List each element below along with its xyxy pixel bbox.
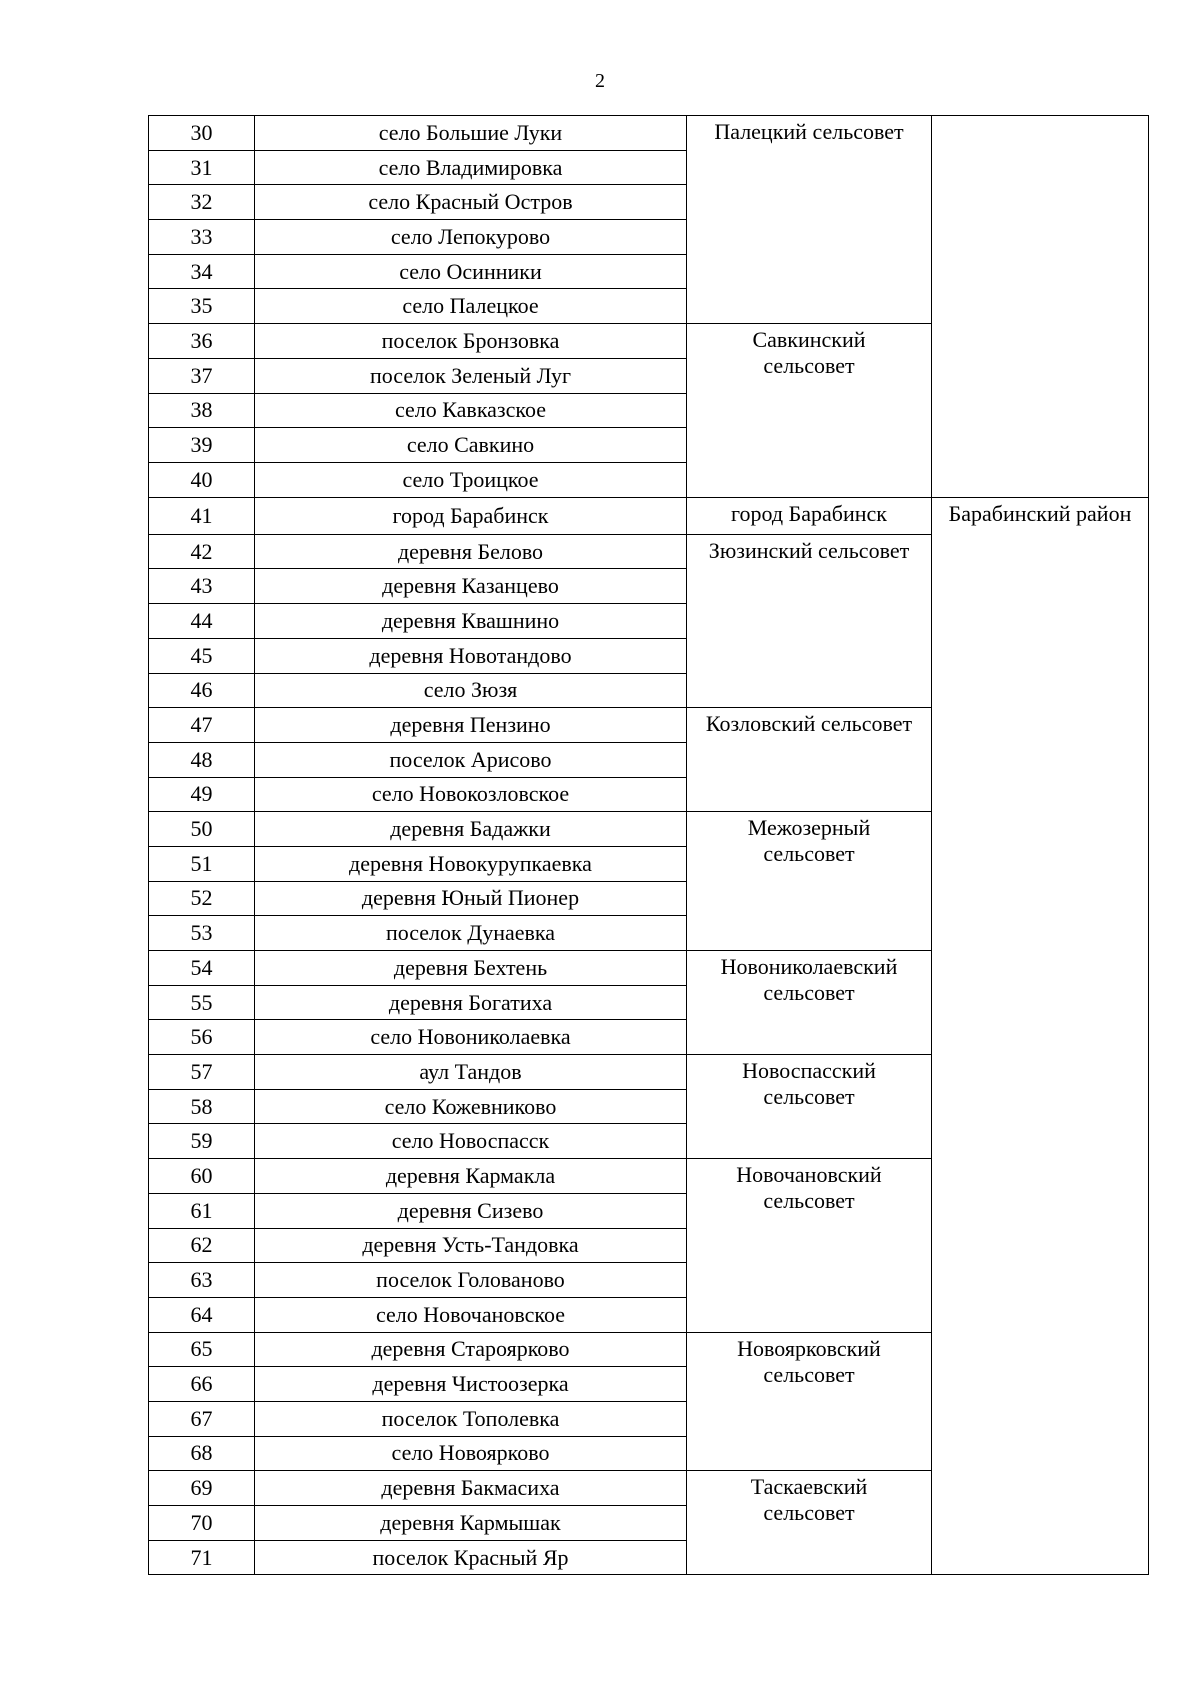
council-name — [687, 324, 932, 497]
district-name — [932, 497, 1149, 1575]
row-number: 32 — [149, 185, 255, 220]
council-name-line1: Новоспасский — [742, 1058, 876, 1084]
row-number: 35 — [149, 289, 255, 324]
council-name-line1: Зюзинский сельсовет — [708, 537, 910, 563]
row-number: 40 — [149, 462, 255, 497]
council-name-line1: Козловский сельсовет — [705, 711, 913, 737]
settlement-name: село Зюзя — [255, 673, 687, 708]
council-name — [687, 1055, 932, 1159]
council-name — [687, 1332, 932, 1471]
settlement-name: село Осинники — [255, 254, 687, 289]
settlement-name: поселок Арисово — [255, 742, 687, 777]
page-number: 2 — [595, 70, 605, 92]
council-name-line1: Таскаевский — [750, 1474, 868, 1500]
council-name-line1: город Барабинск — [731, 500, 887, 526]
settlement-name: село Савкино — [255, 428, 687, 463]
row-number: 60 — [149, 1159, 255, 1194]
council-name — [687, 116, 932, 324]
council-name-line2: сельсовет — [763, 1084, 855, 1110]
row-number: 36 — [149, 324, 255, 359]
row-number: 47 — [149, 708, 255, 743]
settlement-name: деревня Новокурупкаевка — [255, 846, 687, 881]
table-row — [149, 497, 1149, 534]
settlement-name: село Новоярково — [255, 1436, 687, 1471]
district-name — [932, 116, 1149, 498]
row-number: 34 — [149, 254, 255, 289]
settlement-name: деревня Казанцево — [255, 569, 687, 604]
row-number: 68 — [149, 1436, 255, 1471]
settlement-name: деревня Юный Пионер — [255, 881, 687, 916]
table-row — [149, 116, 1149, 151]
row-number: 37 — [149, 358, 255, 393]
row-number: 30 — [149, 116, 255, 151]
settlement-name: поселок Красный Яр — [255, 1540, 687, 1575]
settlement-name: деревня Богатиха — [255, 985, 687, 1020]
council-name-line1: Новоярковский — [737, 1335, 881, 1361]
council-name — [687, 951, 932, 1055]
row-number: 45 — [149, 638, 255, 673]
settlement-name: деревня Пензино — [255, 708, 687, 743]
settlement-name: село Лепокурово — [255, 220, 687, 255]
row-number: 33 — [149, 220, 255, 255]
row-number: 51 — [149, 846, 255, 881]
row-number: 67 — [149, 1401, 255, 1436]
row-number: 43 — [149, 569, 255, 604]
settlement-name: деревня Новотандово — [255, 638, 687, 673]
settlement-name: село Кавказское — [255, 393, 687, 428]
settlement-name: село Владимировка — [255, 150, 687, 185]
council-name-line1: Межозерный — [747, 815, 871, 841]
row-number: 54 — [149, 951, 255, 986]
council-name-line2: сельсовет — [763, 1361, 855, 1387]
settlement-name: село Палецкое — [255, 289, 687, 324]
settlement-name: село Новониколаевка — [255, 1020, 687, 1055]
settlement-name: село Большие Луки — [255, 116, 687, 151]
row-number: 61 — [149, 1193, 255, 1228]
council-name-line1: Новочановский — [736, 1162, 882, 1188]
row-number: 50 — [149, 812, 255, 847]
council-name — [687, 534, 932, 707]
row-number: 31 — [149, 150, 255, 185]
row-number: 70 — [149, 1506, 255, 1541]
settlement-name: поселок Голованово — [255, 1263, 687, 1298]
row-number: 62 — [149, 1228, 255, 1263]
settlement-name: аул Тандов — [255, 1055, 687, 1090]
settlement-name: поселок Тополевка — [255, 1401, 687, 1436]
row-number: 56 — [149, 1020, 255, 1055]
settlement-name: деревня Староярково — [255, 1332, 687, 1367]
row-number: 57 — [149, 1055, 255, 1090]
row-number: 69 — [149, 1471, 255, 1506]
row-number: 38 — [149, 393, 255, 428]
settlement-name: деревня Бадажки — [255, 812, 687, 847]
council-name-line1: Савкинский — [752, 327, 866, 353]
council-name — [687, 497, 932, 534]
row-number: 41 — [149, 497, 255, 534]
settlement-name: деревня Белово — [255, 534, 687, 569]
council-name-line1: Палецкий сельсовет — [714, 119, 904, 144]
district-name-text: Барабинский район — [948, 500, 1132, 526]
settlement-name: село Красный Остров — [255, 185, 687, 220]
row-number: 58 — [149, 1089, 255, 1124]
row-number: 55 — [149, 985, 255, 1020]
row-number: 39 — [149, 428, 255, 463]
settlement-name: город Барабинск — [255, 497, 687, 534]
settlement-name: деревня Бехтень — [255, 951, 687, 986]
council-name-line2: сельсовет — [763, 1188, 855, 1214]
settlement-name: деревня Усть-Тандовка — [255, 1228, 687, 1263]
settlement-name: село Новокозловское — [255, 777, 687, 812]
row-number: 71 — [149, 1540, 255, 1575]
row-number: 64 — [149, 1297, 255, 1332]
settlement-name: поселок Дунаевка — [255, 916, 687, 951]
settlement-name: деревня Кармышак — [255, 1506, 687, 1541]
settlement-name: деревня Кармакла — [255, 1159, 687, 1194]
settlement-name: село Кожевниково — [255, 1089, 687, 1124]
row-number: 53 — [149, 916, 255, 951]
row-number: 44 — [149, 604, 255, 639]
settlement-name: деревня Бакмасиха — [255, 1471, 687, 1506]
council-name-line2: сельсовет — [763, 980, 855, 1005]
row-number: 46 — [149, 673, 255, 708]
settlement-name: село Новоспасск — [255, 1124, 687, 1159]
settlement-name: поселок Бронзовка — [255, 324, 687, 359]
council-name — [687, 1159, 932, 1332]
row-number: 49 — [149, 777, 255, 812]
row-number: 52 — [149, 881, 255, 916]
council-name — [687, 1471, 932, 1575]
council-name — [687, 708, 932, 812]
settlement-name: деревня Сизево — [255, 1193, 687, 1228]
row-number: 42 — [149, 534, 255, 569]
row-number: 48 — [149, 742, 255, 777]
settlements-table — [148, 115, 1149, 1575]
row-number: 59 — [149, 1124, 255, 1159]
row-number: 66 — [149, 1367, 255, 1402]
council-name-line2: сельсовет — [763, 841, 855, 867]
council-name-line1: Новониколаевский — [720, 954, 898, 979]
settlement-name: поселок Зеленый Луг — [255, 358, 687, 393]
settlement-name: село Новочановское — [255, 1297, 687, 1332]
council-name-line2: сельсовет — [763, 353, 855, 379]
settlement-name: деревня Чистоозерка — [255, 1367, 687, 1402]
row-number: 65 — [149, 1332, 255, 1367]
settlement-name: деревня Квашнино — [255, 604, 687, 639]
council-name-line2: сельсовет — [763, 1500, 855, 1526]
settlement-name: село Троицкое — [255, 462, 687, 497]
row-number: 63 — [149, 1263, 255, 1298]
council-name — [687, 812, 932, 951]
